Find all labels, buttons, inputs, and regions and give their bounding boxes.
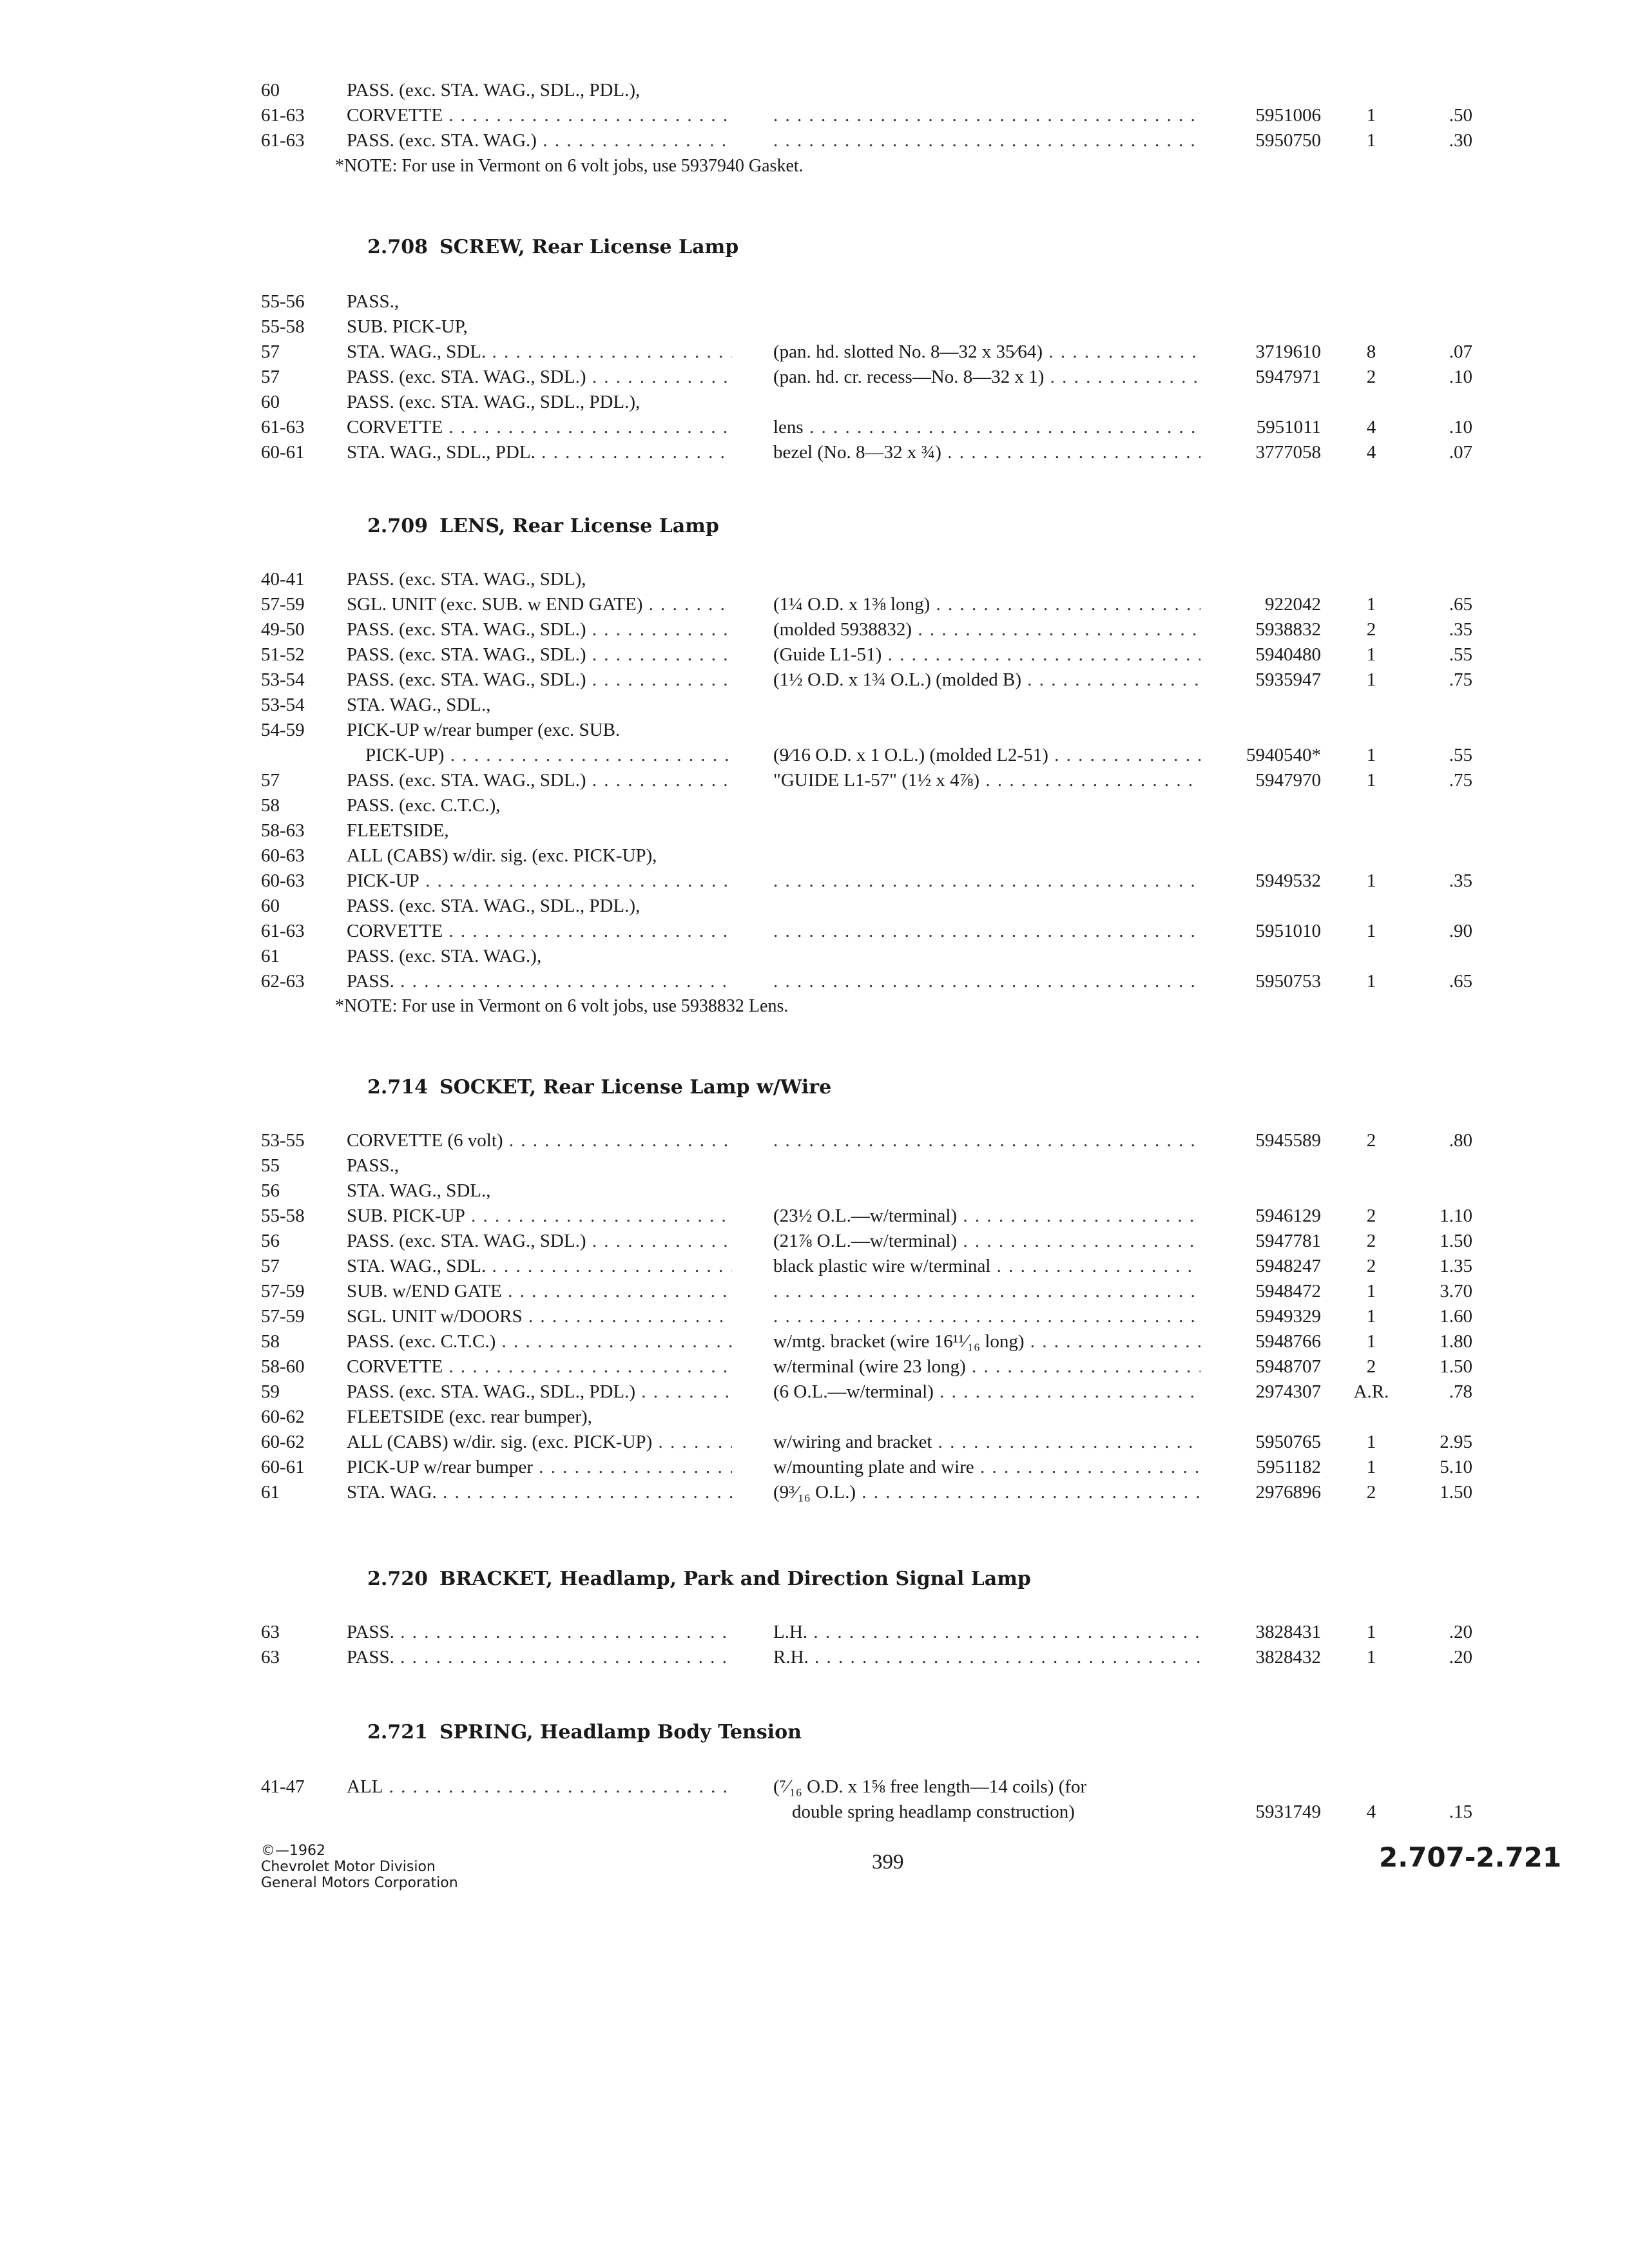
description-cell: (pan. hd. slotted No. 8—32 x 35⁄64) . . . — [773, 339, 1200, 365]
year-cell: 59 — [261, 1381, 280, 1402]
price-cell: .30 — [1449, 130, 1472, 151]
corporation-name: General Motors Corporation — [261, 1875, 458, 1891]
part-number-cell: 5949532 — [1255, 870, 1321, 891]
section-title: BRACKET, Headlamp, Park and Direction Signal Lamp — [439, 1568, 1031, 1590]
year-cell: 63 — [261, 1647, 280, 1667]
table-row — [261, 414, 1472, 440]
description-cell — [773, 1303, 1200, 1329]
price-cell: 1.10 — [1440, 1206, 1472, 1226]
section-title: SCREW, Rear License Lamp — [439, 236, 739, 258]
price-cell: .78 — [1449, 1381, 1472, 1402]
price-cell: 1.60 — [1440, 1306, 1472, 1327]
quantity-cell: 4 — [1366, 442, 1376, 463]
part-number-cell: 2976896 — [1255, 1482, 1321, 1503]
section-heading — [367, 235, 738, 260]
table-row — [261, 1799, 1472, 1825]
year-cell: 60-62 — [261, 1407, 305, 1427]
section-number: 2.708 — [367, 236, 428, 258]
table-row — [261, 566, 1472, 592]
model-cell: ALL . . . — [347, 1774, 732, 1800]
model-cell: PASS. (exc. STA. WAG., SDL.) . . . — [347, 642, 732, 668]
table-row — [261, 843, 1472, 869]
model-cell: SGL. UNIT (exc. SUB. w END GATE) . . . — [347, 591, 732, 617]
table-row — [261, 1253, 1472, 1279]
description-cell: (molded 5938832) . . . — [773, 617, 1200, 642]
description-cell — [773, 1278, 1200, 1304]
part-number-cell: 5950750 — [1255, 130, 1321, 151]
section-heading — [367, 1566, 1031, 1592]
table-row — [261, 742, 1472, 768]
table-row — [261, 893, 1472, 919]
description-cell — [773, 128, 1200, 153]
quantity-cell: 4 — [1366, 417, 1376, 437]
year-cell: 53-55 — [261, 1130, 305, 1151]
quantity-cell: 1 — [1366, 1306, 1376, 1327]
description-cell: w/wiring and bracket . . . — [773, 1429, 1200, 1455]
year-cell: 55-58 — [261, 1206, 305, 1226]
description-cell: (21⅞ O.L.—w/terminal) . . . — [773, 1228, 1200, 1254]
description-cell: w/terminal (wire 23 long) . . . — [773, 1354, 1200, 1379]
year-cell: 57 — [261, 341, 280, 362]
section-note: *NOTE: For use in Vermont on 6 volt jobs, use 5938832 Lens. — [335, 996, 789, 1016]
model-cell: PASS. . . . — [347, 1619, 732, 1645]
price-cell: .20 — [1449, 1647, 1472, 1667]
quantity-cell: 4 — [1366, 1802, 1376, 1822]
year-cell: 61 — [261, 946, 280, 966]
year-cell: 58-63 — [261, 820, 305, 841]
price-cell: .35 — [1449, 619, 1472, 640]
part-number-cell: 5949329 — [1255, 1306, 1321, 1327]
quantity-cell: 1 — [1366, 971, 1376, 992]
year-cell: 53-54 — [261, 695, 305, 715]
part-number-cell: 5947781 — [1255, 1231, 1321, 1251]
price-cell: .10 — [1449, 417, 1472, 437]
model-cell: CORVETTE . . . — [347, 918, 732, 944]
table-row — [261, 1454, 1472, 1480]
table-row — [261, 389, 1472, 415]
part-number-cell: 3719610 — [1255, 341, 1321, 362]
quantity-cell: 2 — [1366, 1130, 1376, 1151]
price-cell: .50 — [1449, 105, 1472, 126]
quantity-cell: 2 — [1366, 1356, 1376, 1377]
section-number: 2.709 — [367, 515, 428, 537]
model-cell: PASS. . . . — [347, 968, 732, 994]
part-number-cell: 3777058 — [1255, 442, 1321, 463]
description-cell: (1½ O.D. x 1¾ O.L.) (molded B) . . . — [773, 667, 1200, 693]
part-number-cell: 5948472 — [1255, 1281, 1321, 1302]
price-cell: .75 — [1449, 669, 1472, 690]
table-row — [261, 1379, 1472, 1405]
model-cell: CORVETTE . . . — [347, 1354, 732, 1379]
quantity-cell: 1 — [1366, 745, 1376, 765]
model-cell: STA. WAG., SDL., — [347, 695, 491, 715]
table-row — [261, 364, 1472, 390]
part-number-cell: 3828432 — [1255, 1647, 1321, 1667]
part-number-cell: 3828431 — [1255, 1622, 1321, 1642]
part-number-cell: 5948707 — [1255, 1356, 1321, 1377]
section-title: LENS, Rear License Lamp — [439, 515, 719, 537]
part-number-cell: 5948247 — [1255, 1256, 1321, 1276]
section-title: SPRING, Headlamp Body Tension — [439, 1721, 802, 1744]
part-number-cell: 5945589 — [1255, 1130, 1321, 1151]
table-row — [261, 918, 1472, 944]
price-cell: .90 — [1449, 921, 1472, 941]
year-cell: 55-58 — [261, 316, 305, 337]
quantity-cell: 2 — [1366, 1256, 1376, 1276]
year-cell: 60-61 — [261, 1457, 305, 1477]
model-cell: FLEETSIDE, — [347, 820, 449, 841]
table-row — [261, 339, 1472, 365]
quantity-cell: 1 — [1366, 669, 1376, 690]
part-number-cell: 5951010 — [1255, 921, 1321, 941]
model-cell: ALL (CABS) w/dir. sig. (exc. PICK-UP) . . . — [347, 1429, 732, 1455]
part-number-cell: 5951182 — [1256, 1457, 1321, 1477]
description-cell — [773, 868, 1200, 894]
quantity-cell: 1 — [1366, 105, 1376, 126]
description-cell — [773, 918, 1200, 944]
model-cell: CORVETTE . . . — [347, 102, 732, 128]
table-row — [261, 1354, 1472, 1379]
price-cell: 1.80 — [1440, 1331, 1472, 1352]
description-cell: (6 O.L.—w/terminal) . . . — [773, 1379, 1200, 1405]
price-cell: .65 — [1449, 594, 1472, 615]
description-cell: w/mounting plate and wire . . . — [773, 1454, 1200, 1480]
part-number-cell: 5940540* — [1246, 745, 1321, 765]
description-cell: L.H. . . . — [773, 1619, 1200, 1645]
quantity-cell: 2 — [1366, 367, 1376, 387]
quantity-cell: 1 — [1366, 1622, 1376, 1642]
price-cell: .20 — [1449, 1622, 1472, 1642]
section-heading — [367, 514, 719, 539]
table-row — [261, 717, 1472, 743]
quantity-cell: 1 — [1366, 130, 1376, 151]
price-cell: .55 — [1449, 745, 1472, 765]
model-cell: PICK-UP w/rear bumper . . . — [347, 1454, 732, 1480]
model-cell: PICK-UP w/rear bumper (exc. SUB. — [347, 720, 621, 740]
description-cell — [773, 102, 1200, 128]
part-number-cell: 5946129 — [1255, 1206, 1321, 1226]
model-cell: PASS. (exc. STA. WAG., SDL.) . . . — [347, 667, 732, 693]
model-cell: STA. WAG., SDL., PDL. . . . — [347, 439, 732, 465]
description-cell — [773, 968, 1200, 994]
year-cell: 60-61 — [261, 442, 305, 463]
description-cell: (Guide L1-51) . . . — [773, 642, 1200, 668]
quantity-cell: 1 — [1366, 1647, 1376, 1667]
model-cell: PASS. . . . — [347, 1644, 732, 1670]
table-row — [261, 1278, 1472, 1304]
model-cell: PASS. (exc. STA. WAG., SDL.) . . . — [347, 364, 732, 390]
price-cell: .07 — [1449, 442, 1472, 463]
section-range: 2.707-2.721 — [1379, 1841, 1562, 1873]
price-cell: 2.95 — [1440, 1432, 1472, 1452]
part-number-cell: 5938832 — [1255, 619, 1321, 640]
price-cell: .55 — [1449, 644, 1472, 665]
year-cell: 60-63 — [261, 870, 305, 891]
table-row — [261, 128, 1472, 153]
table-row — [261, 1429, 1472, 1455]
year-cell: 60 — [261, 896, 280, 916]
part-number-cell: 5948766 — [1255, 1331, 1321, 1352]
model-cell: SUB. PICK-UP . . . — [347, 1203, 732, 1229]
year-cell: 60-62 — [261, 1432, 305, 1452]
description-cell — [773, 1128, 1200, 1153]
quantity-cell: 1 — [1366, 594, 1376, 615]
quantity-cell: 1 — [1366, 870, 1376, 891]
model-cell: PASS. (exc. STA. WAG., SDL., PDL.), — [347, 80, 641, 101]
part-number-cell: 5931749 — [1255, 1802, 1321, 1822]
price-cell: 1.50 — [1440, 1482, 1472, 1503]
quantity-cell: 1 — [1366, 1281, 1376, 1302]
table-row — [261, 102, 1472, 128]
model-cell: PASS. (exc. C.T.C.) . . . — [347, 1329, 732, 1354]
model-cell: PASS. (exc. STA. WAG., SDL), — [347, 569, 586, 590]
section-number: 2.721 — [367, 1721, 428, 1744]
model-cell: STA. WAG., SDL. . . . — [347, 339, 732, 365]
price-cell: .10 — [1449, 367, 1472, 387]
year-cell: 55-56 — [261, 291, 305, 312]
table-row — [261, 1303, 1472, 1329]
section-heading — [367, 1720, 802, 1745]
table-row — [261, 1619, 1472, 1645]
quantity-cell: 2 — [1366, 619, 1376, 640]
part-number-cell: 922042 — [1265, 594, 1321, 615]
model-cell: PASS. (exc. STA. WAG., SDL.) . . . — [347, 1228, 732, 1254]
model-cell: STA. WAG., SDL., — [347, 1180, 491, 1201]
table-row — [261, 1774, 1472, 1800]
model-cell: STA. WAG., SDL. . . . — [347, 1253, 732, 1279]
table-row — [261, 617, 1472, 642]
quantity-cell: 1 — [1366, 1432, 1376, 1452]
year-cell: 49-50 — [261, 619, 305, 640]
model-cell: CORVETTE . . . — [347, 414, 732, 440]
year-cell: 56 — [261, 1180, 280, 1201]
model-cell: PASS. (exc. STA. WAG., SDL., PDL.), — [347, 392, 641, 412]
division-name: Chevrolet Motor Division — [261, 1859, 436, 1875]
year-cell: 60 — [261, 392, 280, 412]
part-number-cell: 5940480 — [1255, 644, 1321, 665]
price-cell: 1.50 — [1440, 1231, 1472, 1251]
year-cell: 63 — [261, 1622, 280, 1642]
table-row — [261, 1153, 1472, 1178]
table-row — [261, 1128, 1472, 1153]
year-cell: 57 — [261, 1256, 280, 1276]
table-row — [261, 767, 1472, 793]
quantity-cell: 1 — [1366, 921, 1376, 941]
model-cell: PASS., — [347, 1155, 400, 1176]
description-cell: double spring headlamp construction) — [773, 1802, 1075, 1822]
year-cell: 60-63 — [261, 845, 305, 866]
table-row — [261, 591, 1472, 617]
model-cell: PASS. (exc. STA. WAG., SDL.) . . . — [347, 767, 732, 793]
page-number: 399 — [872, 1850, 904, 1874]
description-cell: w/mtg. bracket (wire 16¹¹⁄₁₆ long) . . . — [773, 1329, 1200, 1354]
price-cell: .80 — [1449, 1130, 1472, 1151]
year-cell: 51-52 — [261, 644, 305, 665]
model-cell: SGL. UNIT w/DOORS . . . — [347, 1303, 732, 1329]
year-cell: 61-63 — [261, 130, 305, 151]
part-number-cell: 5950765 — [1255, 1432, 1321, 1452]
price-cell: .65 — [1449, 971, 1472, 992]
year-cell: 61-63 — [261, 417, 305, 437]
description-cell: R.H. . . . — [773, 1644, 1200, 1670]
description-cell: (9³⁄₁₆ O.L.) . . . — [773, 1479, 1200, 1505]
description-cell: (23½ O.L.—w/terminal) . . . — [773, 1203, 1200, 1229]
year-cell: 57-59 — [261, 1281, 305, 1302]
model-cell: CORVETTE (6 volt) . . . — [347, 1128, 732, 1153]
table-row — [261, 1329, 1472, 1354]
table-row — [261, 439, 1472, 465]
quantity-cell: 2 — [1366, 1231, 1376, 1251]
model-cell: PASS. (exc. STA. WAG., SDL., PDL.) . . . — [347, 1379, 732, 1405]
year-cell: 58 — [261, 795, 280, 816]
price-cell: 1.35 — [1440, 1256, 1472, 1276]
table-row — [261, 1644, 1472, 1670]
section-note: *NOTE: For use in Vermont on 6 volt jobs, use 5937940 Gasket. — [335, 156, 804, 176]
year-cell: 61 — [261, 1482, 280, 1503]
quantity-cell: 8 — [1366, 341, 1376, 362]
section-title: SOCKET, Rear License Lamp w/Wire — [439, 1076, 832, 1099]
year-cell: 61-63 — [261, 921, 305, 941]
model-cell: PASS. (exc. C.T.C.), — [347, 795, 501, 816]
year-cell: 58 — [261, 1331, 280, 1352]
price-cell: .07 — [1449, 341, 1472, 362]
year-cell: 41-47 — [261, 1776, 305, 1797]
table-row — [261, 1178, 1472, 1204]
table-row — [261, 818, 1472, 843]
price-cell: 3.70 — [1440, 1281, 1472, 1302]
table-row — [261, 1479, 1472, 1505]
description-cell: black plastic wire w/terminal . . . — [773, 1253, 1200, 1279]
quantity-cell: 1 — [1366, 1331, 1376, 1352]
price-cell: 5.10 — [1440, 1457, 1472, 1477]
year-cell: 61-63 — [261, 105, 305, 126]
year-cell: 53-54 — [261, 669, 305, 690]
year-cell: 57-59 — [261, 594, 305, 615]
section-number: 2.714 — [367, 1076, 428, 1099]
model-cell: SUB. PICK-UP, — [347, 316, 468, 337]
part-number-cell: 5951006 — [1255, 105, 1321, 126]
price-cell: .15 — [1449, 1802, 1472, 1822]
description-cell: (⁷⁄₁₆ O.D. x 1⅝ free length—14 coils) (for — [773, 1776, 1087, 1797]
model-cell: SUB. w/END GATE . . . — [347, 1278, 732, 1304]
model-cell: PICK-UP) . . . — [347, 742, 732, 768]
part-number-cell: 5951011 — [1256, 417, 1321, 437]
model-cell: ALL (CABS) w/dir. sig. (exc. PICK-UP), — [347, 845, 657, 866]
part-number-cell: 5935947 — [1255, 669, 1321, 690]
year-cell: 58-60 — [261, 1356, 305, 1377]
section-number: 2.720 — [367, 1568, 428, 1590]
publisher-block — [261, 1843, 458, 1891]
section-heading — [367, 1075, 831, 1100]
year-cell: 57 — [261, 367, 280, 387]
quantity-cell: 1 — [1366, 644, 1376, 665]
year-cell: 40-41 — [261, 569, 305, 590]
description-cell: bezel (No. 8—32 x ¾) . . . — [773, 439, 1200, 465]
model-cell: PASS. (exc. STA. WAG., SDL., PDL.), — [347, 896, 641, 916]
description-cell: lens . . . — [773, 414, 1200, 440]
table-row — [261, 943, 1472, 969]
model-cell: STA. WAG. . . . — [347, 1479, 732, 1505]
model-cell: PASS. (exc. STA. WAG., SDL.) . . . — [347, 617, 732, 642]
model-cell: PASS., — [347, 291, 400, 312]
table-row — [261, 692, 1472, 718]
table-row — [261, 77, 1472, 103]
copyright: ©—1962 — [261, 1843, 325, 1859]
model-cell: PASS. (exc. STA. WAG.) . . . — [347, 128, 732, 153]
year-cell: 54-59 — [261, 720, 305, 740]
description-cell: (pan. hd. cr. recess—No. 8—32 x 1) . . . — [773, 364, 1200, 390]
part-number-cell: 5947971 — [1255, 367, 1321, 387]
year-cell: 60 — [261, 80, 280, 101]
table-row — [261, 868, 1472, 894]
price-cell: .75 — [1449, 770, 1472, 791]
quantity-cell: 1 — [1366, 1457, 1376, 1477]
part-number-cell: 5947970 — [1255, 770, 1321, 791]
table-row — [261, 1203, 1472, 1229]
year-cell: 62-63 — [261, 971, 305, 992]
table-row — [261, 968, 1472, 994]
year-cell: 56 — [261, 1231, 280, 1251]
model-cell: PICK-UP . . . — [347, 868, 732, 894]
description-cell: "GUIDE L1-57" (1½ x 4⅞) . . . — [773, 767, 1200, 793]
table-row — [261, 314, 1472, 340]
quantity-cell: 2 — [1366, 1482, 1376, 1503]
quantity-cell: 1 — [1366, 770, 1376, 791]
model-cell: PASS. (exc. STA. WAG.), — [347, 946, 542, 966]
year-cell: 57 — [261, 770, 280, 791]
price-cell: .35 — [1449, 870, 1472, 891]
table-row — [261, 793, 1472, 818]
year-cell: 57-59 — [261, 1306, 305, 1327]
model-cell: FLEETSIDE (exc. rear bumper), — [347, 1407, 592, 1427]
table-row — [261, 667, 1472, 693]
description-cell: (1¼ O.D. x 1⅜ long) . . . — [773, 591, 1200, 617]
year-cell: 55 — [261, 1155, 280, 1176]
part-number-cell: 5950753 — [1255, 971, 1321, 992]
price-cell: 1.50 — [1440, 1356, 1472, 1377]
table-row — [261, 1228, 1472, 1254]
quantity-cell: 2 — [1366, 1206, 1376, 1226]
table-row — [261, 1404, 1472, 1430]
description-cell: (9⁄16 O.D. x 1 O.L.) (molded L2-51) . . . — [773, 742, 1200, 768]
table-row — [261, 642, 1472, 668]
table-row — [261, 289, 1472, 314]
part-number-cell: 2974307 — [1255, 1381, 1321, 1402]
quantity-cell: A.R. — [1353, 1381, 1389, 1402]
